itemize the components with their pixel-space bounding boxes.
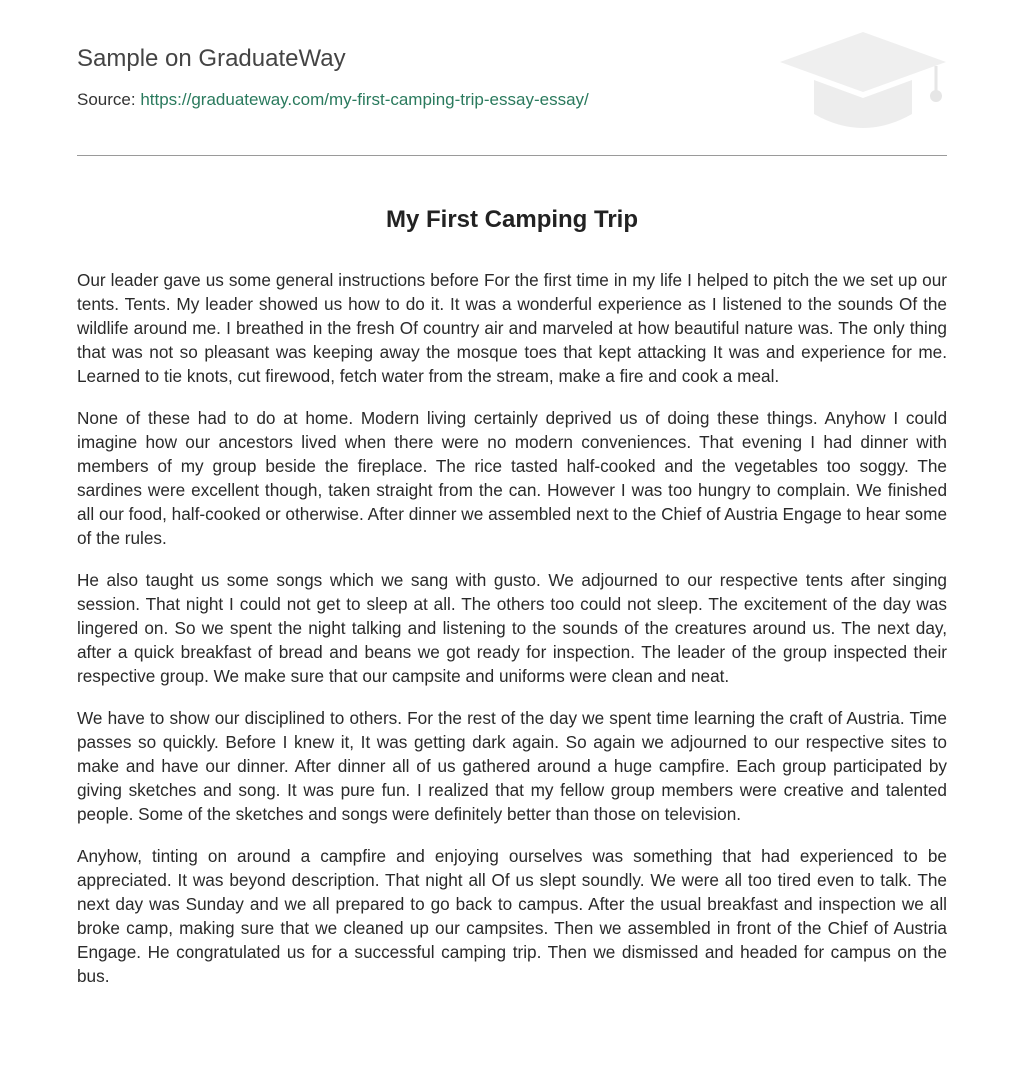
site-name: Sample on GraduateWay: [77, 45, 346, 72]
graduation-cap-icon: [780, 30, 946, 132]
header-divider: [77, 155, 947, 156]
paragraph: Our leader gave us some general instructions before For the first time in my life I helped to pitch the we set up our tents. Tents. My leader showed us how to do it. It was a wonderful experience as I listened to the sounds Of the wildlife around me. I breathed in the fresh Of country air and marveled at how beautiful nature was. The only thing that was not so pleasant was keeping away the mosque toes that kept attacking It was and experience for me. Learned to tie knots, cut firewood, fetch water from the stream, make a fire and cook a meal.: [77, 270, 947, 386]
source-line: [77, 89, 589, 111]
source-link[interactable]: https://graduateway.com/my-first-camping-trip-essay-essay/: [140, 90, 589, 109]
page-header: [77, 0, 947, 156]
article-body: [77, 268, 947, 1006]
page-title: My First Camping Trip: [385, 206, 639, 233]
paragraph: None of these had to do at home. Modern living certainly deprived us of doing these things. Anyhow I could imagine how our ancestors lived when there were no modern conveniences. That evening I had dinner with members of my group beside the fireplace. The rice tasted half-cooked and the vegetables too soggy. The sardines were excellent though, taken straight from the can. However I was too hungry to complain. We finished all our food, half-cooked or otherwise. After dinner we assembled next to the Chief of Austria Engage to hear some of the rules.: [77, 408, 947, 548]
paragraph: He also taught us some songs which we sang with gusto. We adjourned to our respective tents after singing session. That night I could not get to sleep at all. The others too could not sleep. The excitement of the day was lingered on. So we spent the night talking and listening to the sounds of the creatures around us. The next day, after a quick breakfast of bread and beans we got ready for inspection. The leader of the group inspected their respective group. We make sure that our campsite and uniforms were clean and neat.: [77, 570, 947, 686]
source-label: Source:: [77, 90, 141, 109]
paragraph: Anyhow, tinting on around a campfire and enjoying ourselves was something that had experienced to be appreciated. It was beyond description. That night all Of us slept soundly. We were all too tired even to talk. The next day was Sunday and we all prepared to go back to campus. After the usual breakfast and inspection we all broke camp, making sure that we cleaned up our campsites. Then we assembled in front of the Chief of Austria Engage. He congratulated us for a successful camping trip. Then we dismissed and headed for campus on the bus.: [77, 846, 947, 986]
paragraph: We have to show our disciplined to others. For the rest of the day we spent time learning the craft of Austria. Time passes so quickly. Before I knew it, It was getting dark again. So again we adjourned to our respective sites to make and have our dinner. After dinner all of us gathered around a huge campfire. Each group participated by giving sketches and song. It was pure fun. I realized that my fellow group members were creative and talented people. Some of the sketches and songs were definitely better than those on television.: [77, 708, 947, 824]
